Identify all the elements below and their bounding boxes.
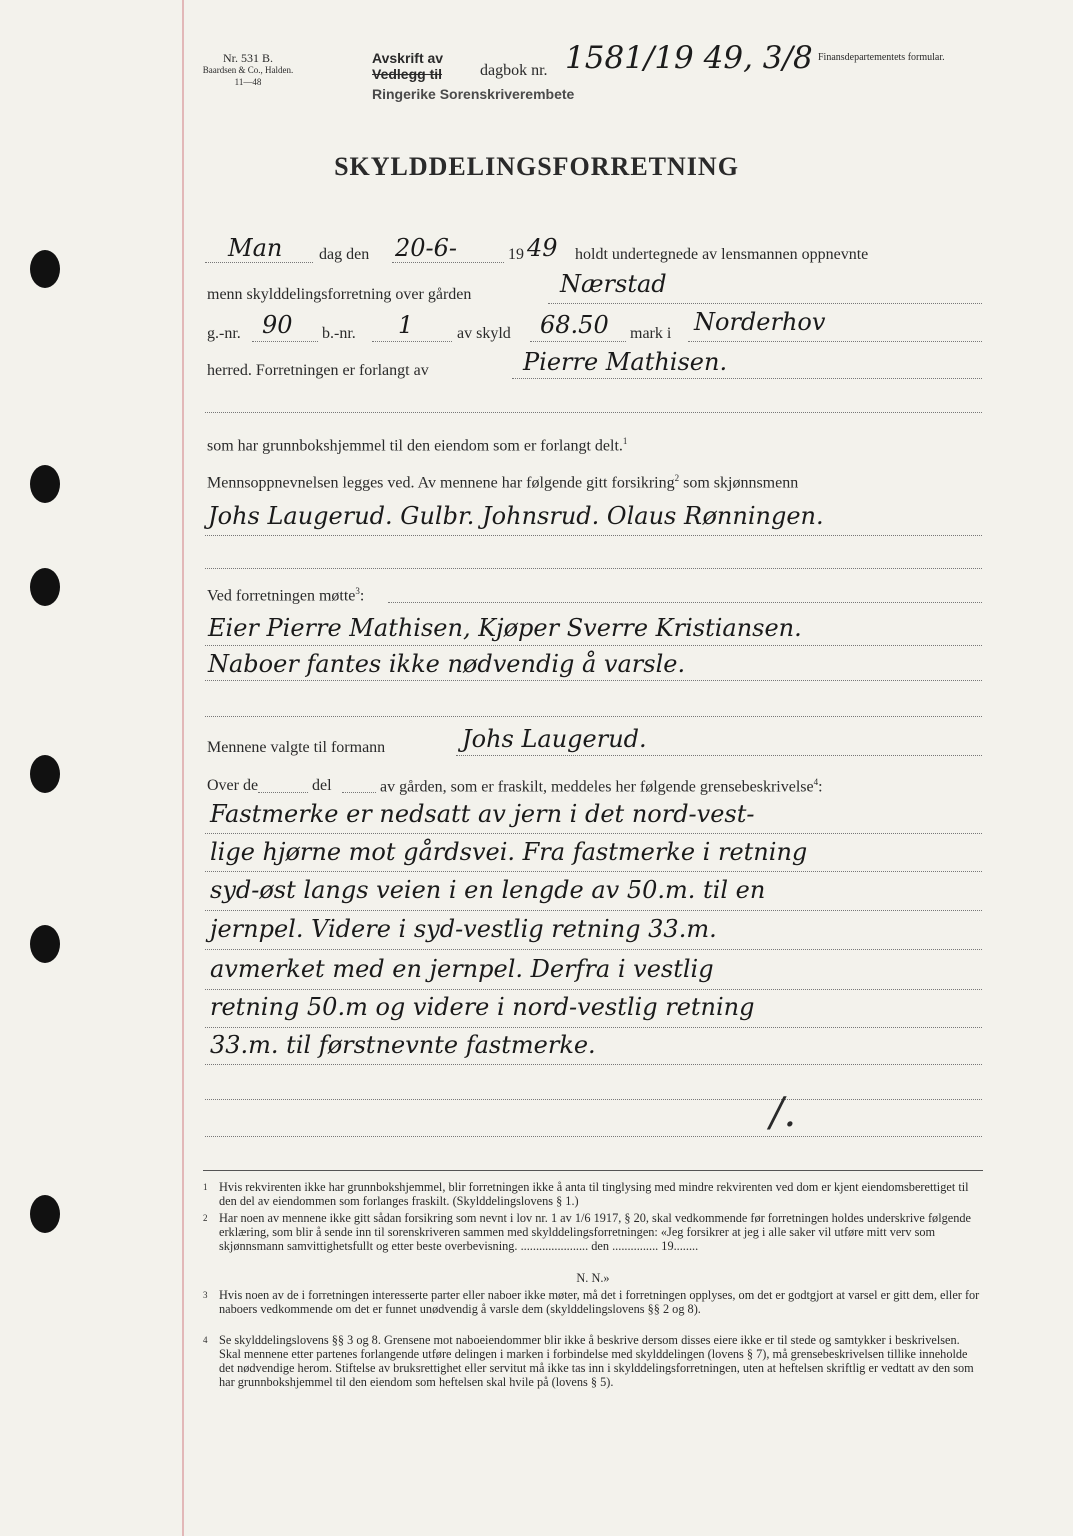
dag-den-label: dag den — [319, 246, 370, 263]
weekday: Man — [228, 234, 283, 262]
punch-hole — [30, 925, 60, 963]
dotted-line — [258, 792, 308, 793]
mark-i-label: mark i — [630, 325, 672, 342]
motte-1: Eier Pierre Mathisen, Kjøper Sverre Kristiansen. — [208, 614, 802, 642]
grunnbok-text: som har grunnbokshjemmel til den eiendom som er forlangt delt.$^1$ — [207, 436, 628, 455]
publisher: Finansdepartementets formular. — [818, 52, 945, 63]
dotted-line — [548, 303, 982, 304]
del-label: del — [312, 777, 332, 794]
grense-line: lige hjørne mot gårdsvei. Fra fastmerke i retning — [210, 838, 808, 866]
print-date: 11—48 — [234, 77, 262, 87]
grense-line: avmerket med en jernpel. Derfra i vestlig — [210, 955, 714, 983]
grense-line: syd-øst langs veien i en lengde av 50.m. til en — [210, 876, 766, 904]
motte-label: Ved forretningen møtte$^3$: — [207, 586, 365, 605]
punch-hole — [30, 755, 60, 793]
bnr-value: 1 — [398, 311, 414, 339]
menn-line: Mennsoppnevnelsen legges ved. Av mennene har følgende gitt forsikring$^2$ som skjønnsmenn — [207, 473, 799, 492]
gnr-value: 90 — [262, 311, 293, 339]
footnote-1: 1 Hvis rekvirenten ikke har grunnbokshjemmel, blir forretningen ikke å anta til tinglysing med mindre rekvirenten ved dom er kjent eiendomsberettiget til den del av eiendommen som forlanges fraskilt. (Skylddelingslovens § 1.) — [203, 1180, 969, 1208]
dotted-line — [205, 262, 313, 263]
avskrift-label: Avskrift av — [372, 50, 444, 66]
gnr-label: g.-nr. — [207, 325, 241, 342]
dotted-line — [205, 989, 982, 990]
dotted-line — [205, 949, 982, 950]
grense-line: retning 50.m og videre i nord-vestlig retning — [210, 993, 755, 1021]
holdt-text: holdt undertegnede av lensmannen oppnevnte — [575, 246, 869, 263]
form-number: Nr. 531 B. — [222, 51, 273, 65]
grense-line: Fastmerke er nedsatt av jern i det nord-vest- — [210, 800, 755, 828]
dagbok-label: dagbok nr. — [480, 62, 548, 79]
dotted-line — [530, 341, 626, 342]
formann-label: Mennene valgte til formann — [207, 739, 386, 756]
footnote-separator — [203, 1170, 983, 1171]
menn-over-garden-text: menn skylddelingsforretning over gården — [207, 286, 472, 303]
dotted-line — [205, 568, 982, 569]
dotted-line — [205, 680, 982, 681]
form-info — [200, 52, 296, 88]
farm-name: Nærstad — [560, 270, 667, 298]
dotted-line — [205, 910, 982, 911]
dotted-line — [205, 535, 982, 536]
end-mark: /. — [770, 1090, 797, 1136]
dotted-line — [252, 341, 318, 342]
dagbok-number: 1581/19 49, 3/8 — [565, 40, 813, 76]
herred-name: Norderhov — [694, 308, 826, 336]
document-title: SKYLDDELINGSFORRETNING — [334, 152, 739, 181]
dotted-line — [205, 1099, 982, 1100]
av-garden-text: av gården, som er fraskilt, meddeles her følgende grensebeskrivelse$^4$: — [380, 777, 823, 796]
office-stamp: Ringerike Sorenskriverembete — [372, 86, 575, 102]
footnote-2: 2 Har noen av mennene ikke gitt sådan forsikring som nevnt i lov nr. 1 av 1/6 1917, § 20, skal vedkommende før forretningen holdes underskrive følgende erklæring, som blir å sende inn til sorenskriveren sammen med skylddelingsforretningen: «Jeg forsikrer at jeg i alle saker vil utføre mitt verv som skjønnsmann samvittighetsfullt og etter beste overbevisning. ...................... den ............... 19........ — [203, 1211, 971, 1253]
requested-by: Pierre Mathisen. — [523, 348, 728, 376]
av-skyld-label: av skyld — [457, 325, 511, 342]
dotted-line — [342, 792, 376, 793]
vedlegg-label: Vedlegg til — [372, 66, 443, 82]
year-value: 49 — [527, 234, 558, 262]
grense-line: jernpel. Videre i syd-vestlig retning 33.m. — [210, 915, 717, 943]
dotted-line — [392, 262, 504, 263]
formann-name: Johs Laugerud. — [462, 725, 647, 753]
dotted-line — [372, 341, 452, 342]
dotted-line — [205, 833, 982, 834]
dotted-line — [205, 871, 982, 872]
dotted-line — [205, 1064, 982, 1065]
footnote-2-signature: N. N.» — [576, 1271, 610, 1285]
skjonnsmenn: Johs Laugerud. Gulbr. Johnsrud. Olaus Rønningen. — [208, 502, 824, 530]
dotted-line — [205, 1136, 982, 1137]
footnote-3: 3 Hvis noen av de i forretningen interesserte parter eller naboer ikke møter, må det i forretningen opplyses, om det er godtgjort at varsel er gitt dem, eller for naboers vedkommende om det er funnet unødvendig å varsle dem (skylddelingslovens §§ 2 og 8). — [203, 1288, 980, 1316]
motte-2: Naboer fantes ikke nødvendig å varsle. — [208, 650, 686, 678]
punch-hole — [30, 568, 60, 606]
dotted-line — [205, 645, 982, 646]
dotted-line — [456, 755, 982, 756]
over-de-label: Over de — [207, 777, 259, 794]
printer: Baardsen & Co., Halden. — [202, 65, 294, 75]
dotted-line — [205, 716, 982, 717]
year-prefix: 19 — [508, 246, 524, 263]
margin-line — [182, 0, 184, 1536]
dotted-line — [388, 602, 982, 603]
skyld-value: 68.50 — [540, 311, 609, 339]
avskrift-block — [372, 50, 443, 82]
bnr-label: b.-nr. — [322, 325, 356, 342]
dotted-line — [512, 378, 982, 379]
footnote-4: 4 Se skylddelingslovens §§ 3 og 8. Grensene mot naboeiendommer blir ikke å beskrive dersom disses eiere ikke er til stede og samtykker i beskrivelsen. Skal mennene etter partenes forlangende utføre delingen i marken i forbindelse med skylddelingen (lovens § 7), må grensebeskrivelsen tillike inneholde det nødvendige herom. Stiftelse av bruksrettighet eller servitut må ikke tas inn i skylddelingsforretningen, uten at heftelsen skriftlig er vedtatt av den som har grunnbokshjemmel til den eiendom som heftelsen skal hvile på (lovens § 5). — [203, 1333, 974, 1389]
grense-line: 33.m. til førstnevnte fastmerke. — [210, 1031, 596, 1059]
dotted-line — [205, 1027, 982, 1028]
date-value: 20-6- — [395, 234, 458, 262]
punch-hole — [30, 465, 60, 503]
dotted-line — [688, 341, 982, 342]
herred-label: herred. Forretningen er forlangt av — [207, 362, 429, 379]
dotted-line — [205, 412, 982, 413]
punch-hole — [30, 250, 60, 288]
punch-hole — [30, 1195, 60, 1233]
